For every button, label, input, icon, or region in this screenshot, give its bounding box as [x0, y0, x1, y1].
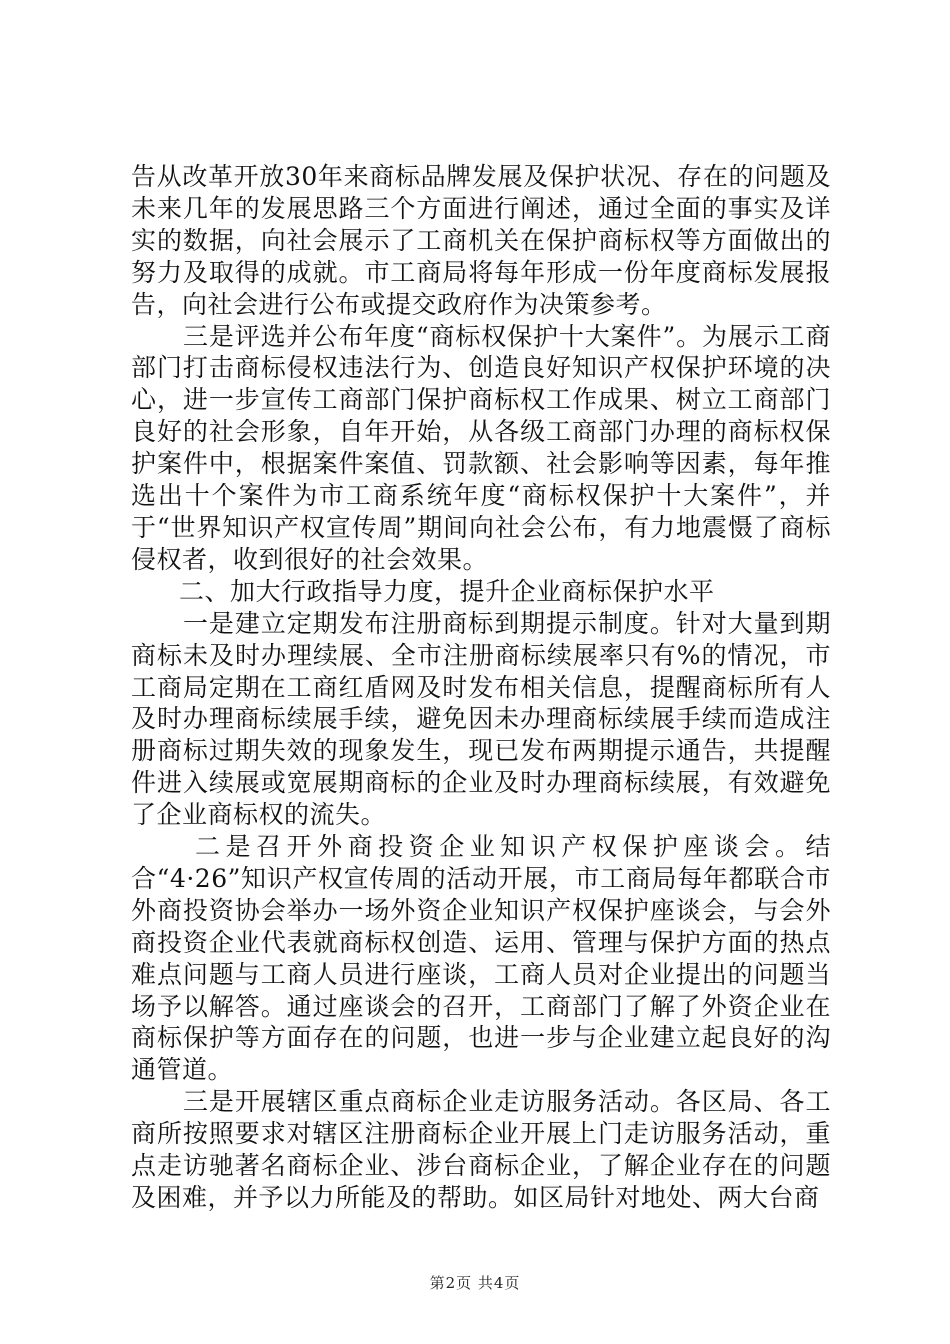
section-heading: 二、加大行政指导力度，提升企业商标保护水平: [179, 576, 715, 606]
paragraph-4: 二是召开外商投资企业知识产权保护座谈会。结合“4·26”知识产权宣传周的活动开展，市工商局每年都联合市外商投资协会举办一场外资企业知识产权保护座谈会，与会外商投资企业代表就商标权创造、运用、管理与保护方面的热点难点问题与工商人员进行座谈，工商人员对企业提出的问题当场予以解答。通过座谈会的召开，工商部门了解了外资企业在商标保护等方面存在的问题，也进一步与企业建立起良好的沟通管道。: [131, 832, 831, 1085]
paragraph-3: 一是建立定期发布注册商标到期提示制度。针对大量到期商标未及时办理续展、全市注册商标续展率只有%的情况，市工商局定期在工商红盾网及时发布相关信息，提醒商标所有人及时办理商标续展手续，避免因未办理商标续展手续而造成注册商标过期失效的现象发生，现已发布两期提示通告，共提醒件进入续展或宽展期商标的企业及时办理商标续展，有效避免了企业商标权的流失。: [131, 608, 831, 830]
page-footer: 第2页 共4页: [429, 1274, 521, 1292]
paragraph-1: 告从改革开放30年来商标品牌发展及保护状况、存在的问题及未来几年的发展思路三个方面进行阐述，通过全面的事实及详实的数据，向社会展示了工商机关在保护商标权等方面做出的努力及取得的成就。市工商局将每年形成一份年度商标发展报告，向社会进行公布或提交政府作为决策参考。: [131, 162, 831, 319]
paragraph-5: 三是开展辖区重点商标企业走访服务活动。各区局、各工商所按照要求对辖区注册商标企业开展上门走访服务活动，重点走访驰著名商标企业、涉台商标企业，了解企业存在的问题及困难，并予以力所能及的帮助。如区局针对地处、两大台商: [131, 1087, 831, 1212]
paragraph-2: 三是评选并公布年度“商标权保护十大案件”。为展示工商部门打击商标侵权违法行为、创造良好知识产权保护环境的决心，进一步宣传工商部门保护商标权工作成果、树立工商部门良好的社会形象，自年开始，从各级工商部门办理的商标权保护案件中，根据案件案值、罚款额、社会影响等因素，每年推选出十个案件为市工商系统年度“商标权保护十大案件”，并于“世界知识产权宣传周”期间向社会公布，有力地震慑了商标侵权者，收到很好的社会效果。: [131, 321, 831, 574]
document-body: [131, 161, 831, 1214]
